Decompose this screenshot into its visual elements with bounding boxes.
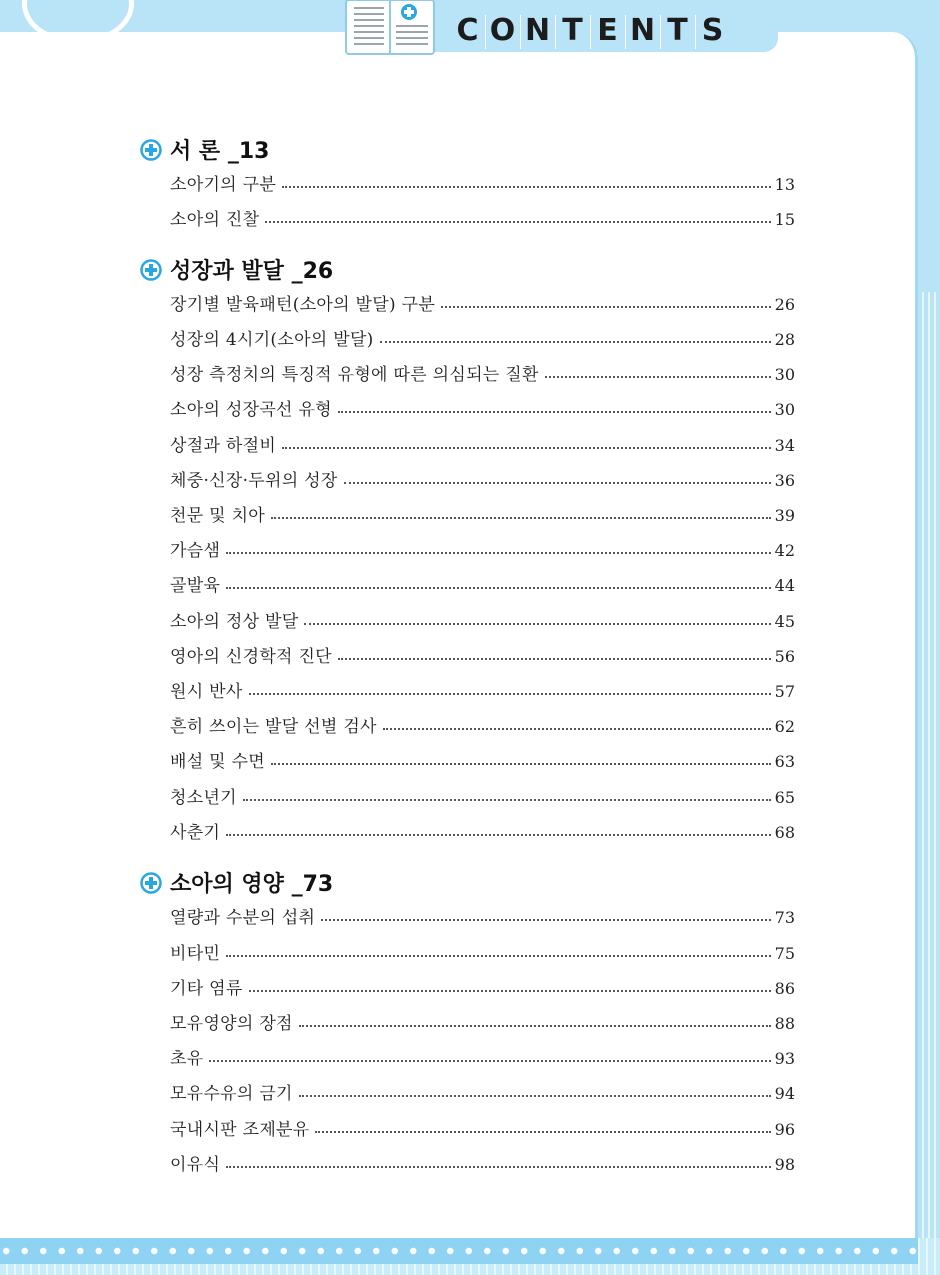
entry-page: 88 [774, 1014, 795, 1033]
section-heading [140, 134, 269, 165]
toc-entry[interactable] [170, 611, 795, 633]
plus-circle-icon [140, 872, 162, 894]
entry-label: 모유수유의 금기 [170, 1084, 293, 1104]
entry-page: 56 [774, 647, 795, 666]
entry-label: 골발육 [170, 576, 221, 596]
entry-label: 열량과 수분의 섭취 [170, 908, 316, 928]
title-letter: T [660, 13, 695, 48]
dot-leader [265, 221, 770, 223]
title-letter: T [555, 13, 590, 48]
entry-page: 65 [774, 788, 795, 807]
entry-label: 장기별 발육패턴(소아의 발달) 구분 [170, 295, 436, 315]
toc-entry[interactable] [170, 1013, 795, 1035]
toc-entry[interactable] [170, 716, 795, 738]
toc-entry[interactable] [170, 399, 795, 421]
toc-entry[interactable] [170, 943, 795, 965]
entry-label: 소아기의 구분 [170, 175, 277, 195]
entry-page: 73 [774, 908, 795, 927]
toc-entry[interactable] [170, 978, 795, 1000]
entry-label: 성장의 4시기(소아의 발달) [170, 330, 374, 350]
entry-page: 13 [774, 175, 795, 194]
dot-leader [383, 728, 771, 730]
dot-leader [282, 447, 771, 449]
dot-leader [282, 186, 771, 188]
entry-page: 86 [774, 979, 795, 998]
entry-page: 63 [774, 752, 795, 771]
toc-entry[interactable] [170, 364, 795, 386]
dot-leader [226, 587, 770, 589]
entry-page: 68 [774, 823, 795, 842]
entry-page: 93 [774, 1049, 795, 1068]
title-letter: N [625, 13, 660, 48]
entry-label: 소아의 정상 발달 [170, 612, 299, 632]
bottom-dotted-strip [0, 1238, 918, 1264]
entry-page: 45 [774, 612, 795, 631]
entry-label: 원시 반사 [170, 682, 243, 702]
entry-label: 초유 [170, 1049, 204, 1069]
dot-leader [321, 919, 770, 921]
section-heading [140, 867, 333, 898]
entry-label: 비타민 [170, 944, 221, 964]
entry-label: 모유영양의 장점 [170, 1014, 293, 1034]
entry-label: 천문 및 치아 [170, 506, 266, 526]
entry-page: 30 [774, 400, 795, 419]
dot-leader [299, 1095, 771, 1097]
dot-leader [304, 623, 770, 625]
dot-leader [226, 552, 770, 554]
entry-page: 42 [774, 541, 795, 560]
entry-page: 98 [774, 1155, 795, 1174]
dot-leader [380, 341, 771, 343]
toc-entry[interactable] [170, 470, 795, 492]
entry-page: 57 [774, 682, 795, 701]
toc-entry[interactable] [170, 435, 795, 457]
dot-leader [271, 763, 771, 765]
dot-leader [344, 482, 771, 484]
entry-label: 소아의 진찰 [170, 210, 260, 230]
book-icon [344, 0, 436, 56]
dot-leader [338, 658, 771, 660]
entry-page: 96 [774, 1120, 795, 1139]
entry-label: 성장 측정치의 특징적 유형에 따른 의심되는 질환 [170, 365, 539, 385]
entry-label: 청소년기 [170, 788, 237, 808]
entry-page: 36 [774, 471, 795, 490]
section-title: 소아의 영양 _73 [170, 872, 334, 897]
entry-label: 상절과 하절비 [170, 436, 277, 456]
section-heading [140, 254, 333, 285]
entry-page: 44 [774, 576, 795, 595]
right-stripes [918, 292, 940, 1275]
entry-page: 94 [774, 1084, 795, 1103]
entry-label: 이유식 [170, 1155, 221, 1175]
entry-label: 국내시판 조제분유 [170, 1120, 310, 1140]
toc-entry[interactable] [170, 174, 795, 196]
entry-label: 기타 염류 [170, 979, 243, 999]
section-title: 서 론 _13 [170, 139, 270, 164]
entry-label: 소아의 성장곡선 유형 [170, 400, 332, 420]
dot-leader [249, 693, 771, 695]
plus-circle-icon [140, 259, 162, 281]
toc-entry[interactable] [170, 329, 795, 351]
entry-label: 흔히 쓰이는 발달 선별 검사 [170, 717, 377, 737]
toc-entry[interactable] [170, 822, 795, 844]
toc-entry[interactable] [170, 505, 795, 527]
toc-entry[interactable] [170, 540, 795, 562]
toc-entry[interactable] [170, 1154, 795, 1176]
toc-entry[interactable] [170, 1119, 795, 1141]
entry-page: 62 [774, 717, 795, 736]
dot-leader [226, 834, 770, 836]
entry-page: 39 [774, 506, 795, 525]
entry-page: 75 [774, 944, 795, 963]
title-letter: S [695, 13, 730, 48]
plus-circle-icon [140, 139, 162, 161]
title-letter: C [456, 12, 479, 48]
entry-label: 체중·신장·두위의 성장 [170, 471, 338, 491]
entry-page: 34 [774, 436, 795, 455]
dot-leader [315, 1131, 770, 1133]
toc-entry[interactable] [170, 907, 795, 929]
dot-leader [271, 517, 771, 519]
entry-page: 30 [774, 365, 795, 384]
toc-entry[interactable] [170, 646, 795, 668]
entry-page: 28 [774, 330, 795, 349]
dot-leader [299, 1025, 771, 1027]
title-letter: O [485, 13, 520, 48]
contents-title [450, 10, 730, 50]
title-letter: N [520, 13, 555, 48]
toc-entry[interactable] [170, 751, 795, 773]
entry-label: 영아의 신경학적 진단 [170, 647, 332, 667]
dot-leader [441, 306, 771, 308]
dot-leader [226, 955, 770, 957]
dot-leader [243, 799, 771, 801]
entry-page: 26 [774, 295, 795, 314]
toc-entry[interactable] [170, 787, 795, 809]
entry-page: 15 [774, 210, 795, 229]
entry-label: 가슴샘 [170, 541, 221, 561]
toc-entry[interactable] [170, 681, 795, 703]
toc-entry[interactable] [170, 1048, 795, 1070]
toc-entry[interactable] [170, 1083, 795, 1105]
entry-label: 사춘기 [170, 823, 221, 843]
dot-leader [338, 411, 771, 413]
entry-label: 배설 및 수면 [170, 752, 266, 772]
dot-leader [226, 1166, 770, 1168]
section-title: 성장과 발달 _26 [170, 259, 334, 284]
dot-leader [209, 1060, 770, 1062]
dot-leader [545, 376, 771, 378]
toc-entry[interactable] [170, 294, 795, 316]
dot-leader [249, 990, 771, 992]
title-letter: E [590, 13, 625, 48]
toc-entry[interactable] [170, 575, 795, 597]
toc-entry[interactable] [170, 209, 795, 231]
